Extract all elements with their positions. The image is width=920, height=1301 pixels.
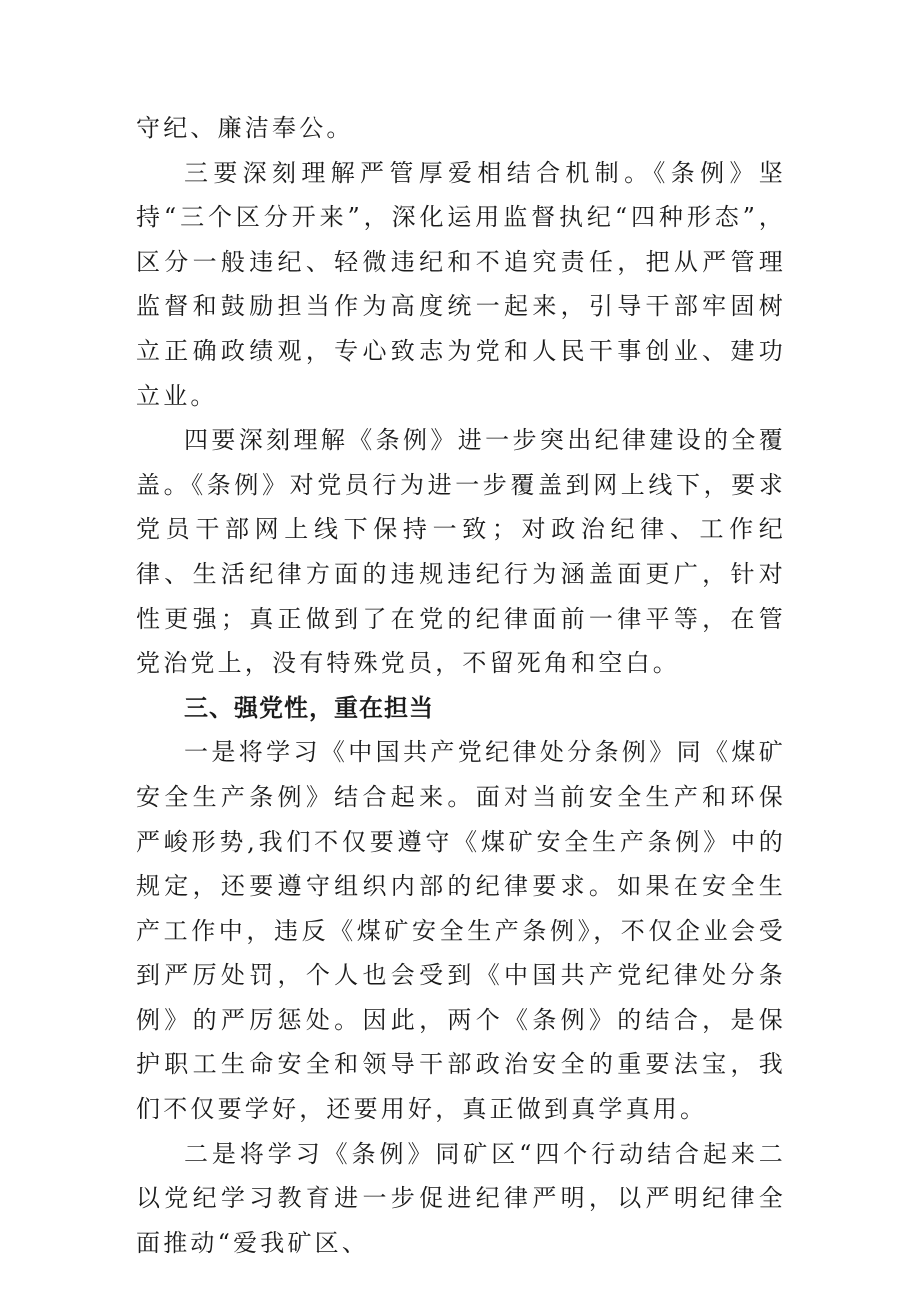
paragraph-point-two: 二是将学习《条例》同矿区“四个行动结合起来二以党纪学习教育进一步促进纪律严明，以严明纪律全面推动“爱我矿区、 <box>136 1139 786 1257</box>
paragraph-fourth-requirement: 四要深刻理解《条例》进一步突出纪律建设的全覆盖。《条例》对党员行为进一步覆盖到网上线下，要求党员干部网上线下保持一致；对政治纪律、工作纪律、生活纪律方面的违规违纪行为涵盖面更广，针对性更强；真正做到了在党的纪律面前一律平等，在管党治党上，没有特殊党员，不留死角和空白。 <box>136 426 786 678</box>
section-heading: 三、强党性，重在担当 <box>184 693 434 722</box>
paragraph-third-requirement: 三要深刻理解严管厚爱相结合机制。《条例》坚持“三个区分开来”，深化运用监督执纪“四种形态”，区分一般违纪、轻微违纪和不追究责任，把从严管理监督和鼓励担当作为高度统一起来，引导干部牢固树立正确政绩观，专心致志为党和人民干事创业、建功立业。 <box>136 158 786 410</box>
document-body <box>136 106 786 1265</box>
paragraph-continuation: 守纪、廉洁奉公。 <box>136 114 354 142</box>
paragraph-point-one: 一是将学习《中国共产党纪律处分条例》同《煤矿安全生产条例》结合起来。面对当前安全生产和环保严峻形势,我们不仅要遵守《煤矿安全生产条例》中的规定，还要遵守组织内部的纪律要求。如果在安全生产工作中，违反《煤矿安全生产条例》，不仅企业会受到严厉处罚，个人也会受到《中国共产党纪律处分条例》的严厉惩处。因此，两个《条例》的结合，是保护职工生命安全和领导干部政治安全的重要法宝，我们不仅要学好，还要用好，真正做到真学真用。 <box>136 738 786 1124</box>
